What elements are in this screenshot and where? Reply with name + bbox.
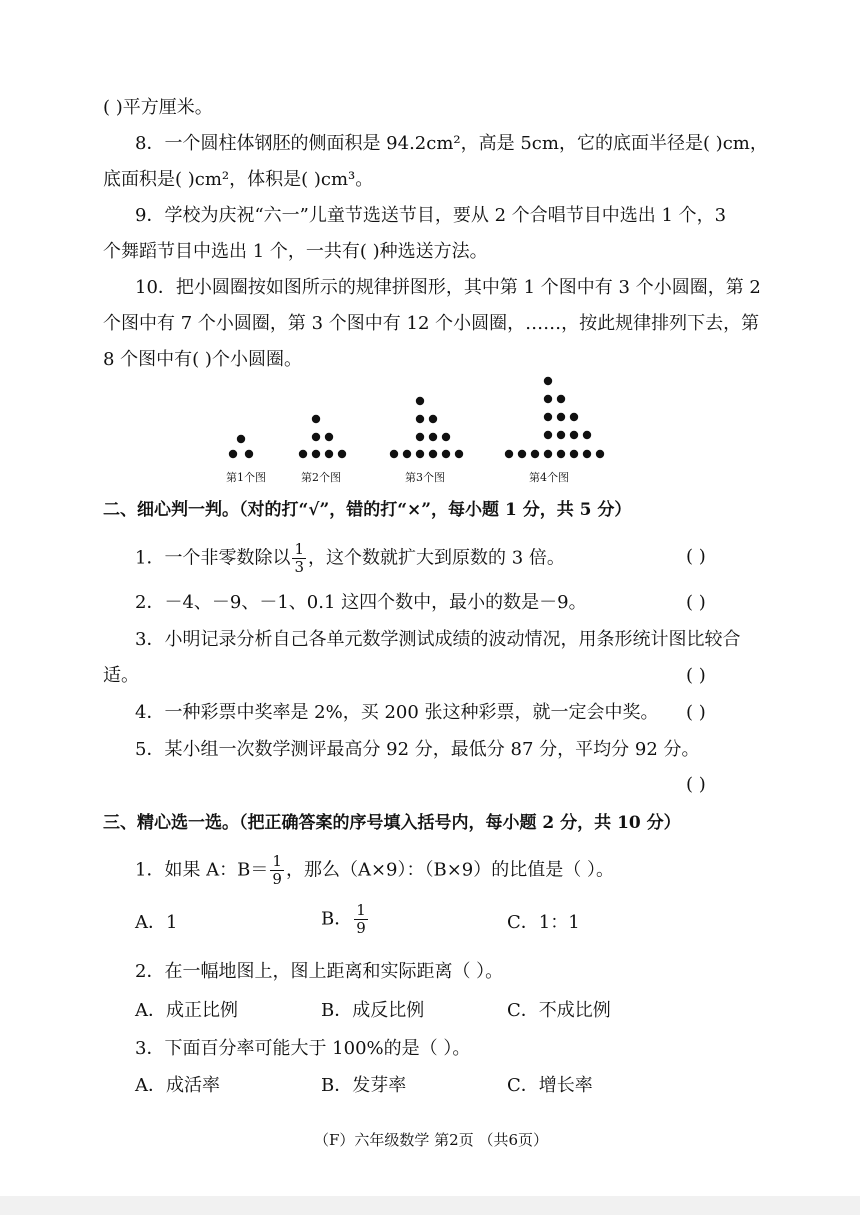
s3-q2-option-c: C．不成比例 bbox=[507, 1000, 611, 1021]
s2-q3-answer-paren[interactable]: ( ) bbox=[686, 665, 706, 686]
fraction-numerator: 1 bbox=[294, 540, 304, 558]
page-footer: （F）六年级数学 第2页 （共6页） bbox=[314, 1131, 549, 1149]
s2-q4: 4．一种彩票中奖率是 2%，买 200 张这种彩票，就一定会中奖。 bbox=[135, 702, 659, 723]
q9-line2: 个舞蹈节目中选出 1 个，一共有( )种选送方法。 bbox=[103, 241, 488, 262]
q8-line2: 底面积是( )cm²，体积是( )cm³。 bbox=[103, 169, 374, 190]
q9-line1: 9．学校为庆祝“六一”儿童节选送节目，要从 2 个合唱节目中选出 1 个，3 bbox=[135, 205, 727, 226]
s3-q3: 3．下面百分率可能大于 100%的是（ ）。 bbox=[135, 1038, 471, 1059]
scan-edge-strip bbox=[0, 1196, 860, 1215]
s2-q1-text-pre: 1．一个非零数除以 bbox=[135, 547, 291, 569]
s3-q1-option-a: A．1 bbox=[135, 912, 178, 933]
s2-q1 bbox=[135, 541, 565, 576]
s3-q3-option-a: A．成活率 bbox=[135, 1075, 220, 1096]
fraction-numerator: 1 bbox=[356, 901, 366, 919]
s2-q4-answer-paren[interactable]: ( ) bbox=[686, 702, 706, 723]
section2-heading: 二、细心判一判。（对的打“√”，错的打“×”，每小题 1 分，共 5 分） bbox=[103, 500, 632, 520]
fraction-denominator: 3 bbox=[294, 558, 304, 576]
s3-q1-text-pre: 1．如果 A：B＝ bbox=[135, 859, 269, 881]
fraction-one-ninth-option bbox=[354, 902, 368, 937]
fraction-one-third bbox=[292, 541, 306, 576]
figure-caption-4: 第4个图 bbox=[529, 471, 569, 484]
fraction-numerator: 1 bbox=[272, 852, 282, 870]
figure-caption-1: 第1个图 bbox=[226, 471, 266, 484]
fraction-denominator: 9 bbox=[272, 870, 282, 888]
s2-q2-answer-paren[interactable]: ( ) bbox=[686, 592, 706, 613]
fraction-one-ninth bbox=[270, 853, 284, 888]
q10-line2: 个图中有 7 个小圆圈，第 3 个图中有 12 个小圆圈，……，按此规律排列下去，第 bbox=[103, 313, 760, 334]
s3-q1-option-b bbox=[321, 902, 370, 937]
s3-q1 bbox=[135, 853, 614, 888]
q10-line3: 8 个图中有( )个小圆圈。 bbox=[103, 349, 302, 370]
section3-heading: 三、精心选一选。（把正确答案的序号填入括号内，每小题 2 分，共 10 分） bbox=[103, 813, 681, 833]
s3-q3-option-c: C．增长率 bbox=[507, 1075, 593, 1096]
s2-q1-answer-paren[interactable]: ( ) bbox=[686, 546, 706, 567]
s3-q2: 2．在一幅地图上，图上距离和实际距离（ ）。 bbox=[135, 961, 504, 982]
s2-q5: 5．某小组一次数学测评最高分 92 分，最低分 87 分，平均分 92 分。 bbox=[135, 739, 700, 760]
dot-pattern-figure bbox=[0, 372, 860, 482]
fraction-denominator: 9 bbox=[356, 919, 366, 937]
s3-q1-option-c: C．1：1 bbox=[507, 912, 580, 933]
s3-q3-option-b: B．发芽率 bbox=[321, 1075, 407, 1096]
s3-q2-option-b: B．成反比例 bbox=[321, 1000, 425, 1021]
s2-q3-line2: 适。 bbox=[103, 665, 139, 686]
s2-q2: 2．－4、－9、－1、0.1 这四个数中，最小的数是－9。 bbox=[135, 592, 587, 613]
figure-caption-2: 第2个图 bbox=[301, 471, 341, 484]
figure-caption-3: 第3个图 bbox=[405, 471, 445, 484]
s2-q1-text-post: ，这个数就扩大到原数的 3 倍。 bbox=[308, 547, 565, 569]
q7-continuation: ( )平方厘米。 bbox=[103, 97, 213, 118]
q8-line1: 8．一个圆柱体钢胚的侧面积是 94.2cm²，高是 5cm，它的底面半径是( )cm， bbox=[135, 133, 768, 154]
s3-q1-text-post: ，那么（A×9）：（B×9）的比值是（ ）。 bbox=[285, 859, 614, 881]
s2-q5-answer-paren[interactable]: ( ) bbox=[686, 774, 706, 795]
option-b-label: B． bbox=[321, 908, 353, 930]
q10-line1: 10．把小圆圈按如图所示的规律拼图形，其中第 1 个图中有 3 个小圆圈，第 2 bbox=[135, 277, 761, 298]
s2-q3-line1: 3．小明记录分析自己各单元数学测试成绩的波动情况，用条形统计图比较合 bbox=[135, 629, 741, 650]
s3-q2-option-a: A．成正比例 bbox=[135, 1000, 238, 1021]
